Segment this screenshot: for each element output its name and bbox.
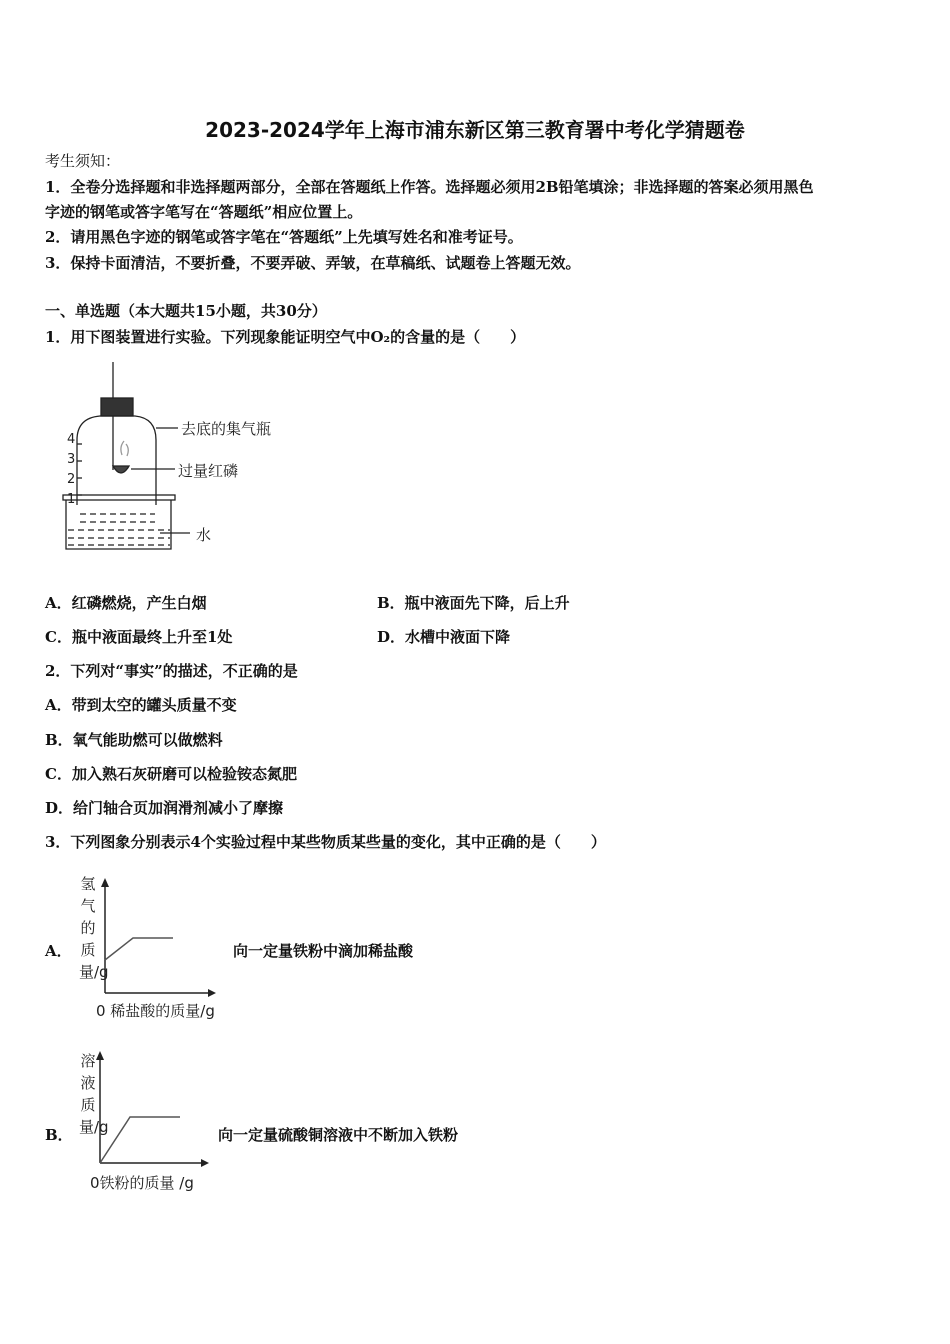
label-bottle: 去底的集气瓶	[181, 420, 272, 438]
notice-item: 2．请用黑色字迹的钢笔或答字笔在“答题纸”上先填写姓名和准考证号。	[45, 228, 523, 246]
graph-b-xlabel: 0铁粉的质量 /g	[90, 1174, 194, 1192]
option[interactable]: C．加入熟石灰研磨可以检验铵态氮肥	[45, 765, 297, 783]
notice-item: 3．保持卡面清洁，不要折叠，不要弄破、弄皱，在草稿纸、试题卷上答题无效。	[45, 254, 581, 272]
scale-mark: 2	[67, 472, 76, 487]
graph-a-xlabel: 0 稀盐酸的质量/g	[96, 1002, 215, 1020]
scale-mark: 4	[67, 432, 76, 447]
scale-mark: 3	[67, 452, 76, 467]
option[interactable]: A．红磷燃烧，产生白烟	[45, 594, 207, 612]
notice-heading: 考生须知：	[45, 152, 121, 170]
question-3-stem: 3．下列图象分别表示4个实验过程中某些物质某些量的变化，其中正确的是（ ）	[45, 833, 606, 851]
option[interactable]: B．瓶中液面先下降，后上升	[377, 594, 570, 612]
option[interactable]: D．给门轴合页加润滑剂减小了摩擦	[45, 799, 284, 817]
notice-item: 1．全卷分选择题和非选择题两部分，全部在答题纸上作答。选择题必须用2B铅笔填涂；非选择题的答案必须用黑色	[45, 178, 814, 196]
option[interactable]: A．带到太空的罐头质量不变	[45, 696, 237, 714]
option-description[interactable]: 向一定量硫酸铜溶液中不断加入铁粉	[218, 1126, 459, 1144]
notice-item: 字迹的钢笔或答字笔写在“答题纸”相应位置上。	[45, 203, 363, 221]
option[interactable]: D．水槽中液面下降	[377, 628, 511, 646]
option-description[interactable]: 向一定量铁粉中滴加稀盐酸	[233, 942, 414, 960]
question-1-stem: 1．用下图装置进行实验。下列现象能证明空气中O₂的含量的是（ ）	[45, 328, 526, 346]
label-phosphorus: 过量红磷	[178, 462, 239, 480]
graph-b-line	[100, 1117, 180, 1163]
option[interactable]: C．瓶中液面最终上升至1处	[45, 628, 233, 646]
question-2-stem: 2．下列对“事实”的描述，不正确的是	[45, 662, 298, 680]
option-letter[interactable]: B．	[45, 1126, 73, 1144]
section-heading: 一、单选题（本大题共15小题，共30分）	[45, 302, 327, 320]
label-water: 水	[196, 526, 212, 544]
page-title: 2023-2024学年上海市浦东新区第三教育署中考化学猜题卷	[205, 118, 745, 142]
option[interactable]: B．氧气能助燃可以做燃料	[45, 731, 223, 749]
graph-a-line	[105, 938, 173, 960]
scale-mark: 1	[67, 492, 76, 507]
option-letter[interactable]: A．	[45, 942, 72, 960]
graph-b-ylabel: 溶液质量/g	[79, 1052, 109, 1136]
graph-a-ylabel: 氢气的质量/g	[79, 875, 109, 981]
